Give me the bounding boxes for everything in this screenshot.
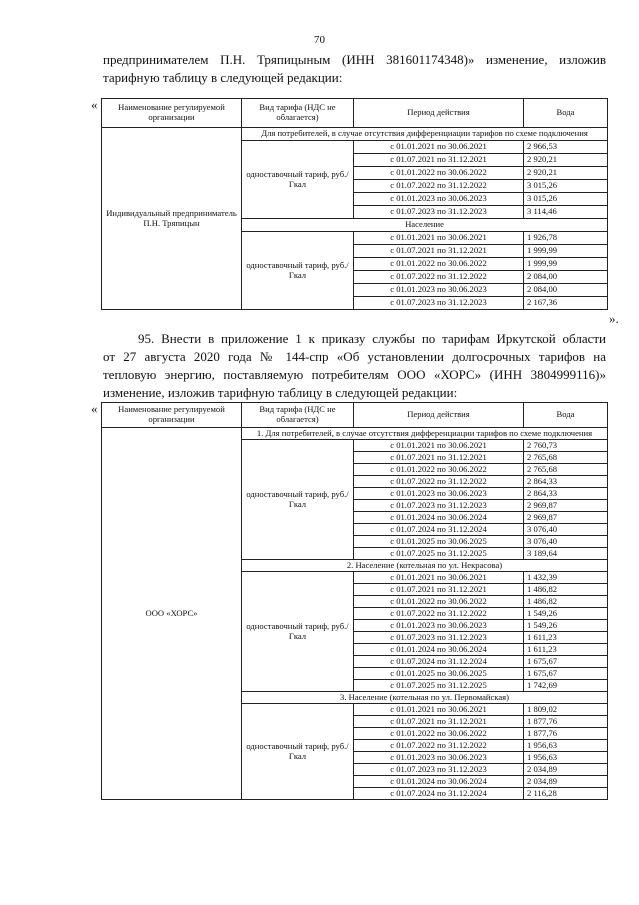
open-quote: « [91, 97, 98, 112]
period-cell: с 01.07.2025 по 31.12.2025 [354, 548, 524, 560]
period-cell: с 01.01.2021 по 30.06.2021 [354, 232, 524, 245]
period-cell: с 01.01.2023 по 30.06.2023 [354, 488, 524, 500]
value-cell: 1 999,99 [524, 245, 608, 258]
intro-line: тарифную таблицу в следующей редакции: [103, 70, 343, 85]
value-cell: 1 809,02 [524, 704, 608, 716]
tariff-table-2 [101, 402, 608, 800]
period-cell: с 01.07.2024 по 31.12.2024 [354, 788, 524, 800]
value-cell: 2 765,68 [524, 464, 608, 476]
period-cell: с 01.01.2021 по 30.06.2021 [354, 440, 524, 452]
value-cell: 2 084,00 [524, 271, 608, 284]
header-period: Период действия [354, 403, 524, 428]
tariff-kind: одноставочный тариф, руб./Гкал [242, 440, 354, 560]
period-cell: с 01.01.2024 по 30.06.2024 [354, 776, 524, 788]
period-cell: с 01.07.2022 по 31.12.2022 [354, 476, 524, 488]
period-cell: с 01.01.2025 по 30.06.2025 [354, 668, 524, 680]
period-cell: с 01.07.2021 по 31.12.2021 [354, 452, 524, 464]
period-cell: с 01.01.2025 по 30.06.2025 [354, 536, 524, 548]
header-water: Вода [524, 99, 608, 128]
period-cell: с 01.01.2024 по 30.06.2024 [354, 512, 524, 524]
page-number: 70 [314, 34, 325, 46]
period-cell: с 01.07.2023 по 31.12.2023 [354, 764, 524, 776]
period-cell: с 01.07.2024 по 31.12.2024 [354, 656, 524, 668]
period-cell: с 01.01.2021 по 30.06.2021 [354, 572, 524, 584]
period-cell: с 01.07.2022 по 31.12.2022 [354, 740, 524, 752]
section-header: 2. Население (котельная по ул. Некрасова) [242, 560, 608, 572]
value-cell: 1 956,63 [524, 752, 608, 764]
period-cell: с 01.01.2022 по 30.06.2022 [354, 464, 524, 476]
period-cell: с 01.07.2022 по 31.12.2022 [354, 608, 524, 620]
period-cell: с 01.07.2023 по 31.12.2023 [354, 206, 524, 219]
period-cell: с 01.07.2023 по 31.12.2023 [354, 297, 524, 310]
section-header: 3. Население (котельная по ул. Первомайская) [242, 692, 608, 704]
value-cell: 2 034,89 [524, 776, 608, 788]
value-cell: 2 765,68 [524, 452, 608, 464]
value-cell: 2 969,87 [524, 512, 608, 524]
period-cell: с 01.01.2023 по 30.06.2023 [354, 620, 524, 632]
header-org: Наименование регулируемой организации [102, 99, 242, 128]
intro-line: предпринимателем П.Н. Тряпицыным (ИНН 381601174348)» изменение, изложив [103, 52, 606, 67]
period-cell: с 01.01.2022 по 30.06.2022 [354, 596, 524, 608]
open-quote: « [91, 401, 98, 416]
item-95-line: изменение, изложив тарифную таблицу в следующей редакции: [103, 385, 458, 400]
value-cell: 1 999,99 [524, 258, 608, 271]
period-cell: с 01.07.2023 по 31.12.2023 [354, 500, 524, 512]
item-95-line: тепловую энергию, поставляемую потребителям ООО «ХОРС» (ИНН 3804999116)» [103, 367, 606, 382]
value-cell: 1 611,23 [524, 632, 608, 644]
value-cell: 3 076,40 [524, 536, 608, 548]
intro-paragraph [103, 51, 606, 87]
period-cell: с 01.07.2021 по 31.12.2021 [354, 154, 524, 167]
value-cell: 2 920,21 [524, 154, 608, 167]
value-cell: 3 015,26 [524, 193, 608, 206]
value-cell: 1 877,76 [524, 716, 608, 728]
header-kind: Вид тарифа (НДС не облагается) [242, 403, 354, 428]
value-cell: 2 116,28 [524, 788, 608, 800]
org-name: Индивидуальный предприниматель П.Н. Тряпицын [102, 128, 242, 310]
org-name: ООО «ХОРС» [102, 428, 242, 800]
tariff-kind: одноставочный тариф, руб./Гкал [242, 232, 354, 310]
value-cell: 1 432,39 [524, 572, 608, 584]
value-cell: 2 167,36 [524, 297, 608, 310]
period-cell: с 01.07.2023 по 31.12.2023 [354, 632, 524, 644]
period-cell: с 01.01.2022 по 30.06.2022 [354, 167, 524, 180]
value-cell: 2 920,21 [524, 167, 608, 180]
value-cell: 1 611,23 [524, 644, 608, 656]
period-cell: с 01.07.2022 по 31.12.2022 [354, 180, 524, 193]
tariff-kind: одноставочный тариф, руб./Гкал [242, 704, 354, 800]
tariff-kind: одноставочный тариф, руб./Гкал [242, 141, 354, 219]
value-cell: 1 486,82 [524, 596, 608, 608]
period-cell: с 01.01.2024 по 30.06.2024 [354, 644, 524, 656]
close-quote: ». [609, 311, 619, 326]
value-cell: 1 877,76 [524, 728, 608, 740]
period-cell: с 01.07.2021 по 31.12.2021 [354, 245, 524, 258]
period-cell: с 01.01.2022 по 30.06.2022 [354, 258, 524, 271]
value-cell: 3 015,26 [524, 180, 608, 193]
period-cell: с 01.01.2023 по 30.06.2023 [354, 752, 524, 764]
item-95-line: 95. Внести в приложение 1 к приказу службы по тарифам Иркутской области [138, 331, 606, 346]
value-cell: 2 966,53 [524, 141, 608, 154]
value-cell: 1 675,67 [524, 668, 608, 680]
period-cell: с 01.07.2021 по 31.12.2021 [354, 584, 524, 596]
period-cell: с 01.07.2024 по 31.12.2024 [354, 524, 524, 536]
value-cell: 3 114,46 [524, 206, 608, 219]
section-header: 1. Для потребителей, в случае отсутствия дифференциации тарифов по схеме подключения [242, 428, 608, 440]
section-header: Для потребителей, в случае отсутствия дифференциации тарифов по схеме подключения [242, 128, 608, 141]
period-cell: с 01.01.2021 по 30.06.2021 [354, 141, 524, 154]
value-cell: 2 084,00 [524, 284, 608, 297]
period-cell: с 01.01.2021 по 30.06.2021 [354, 704, 524, 716]
value-cell: 1 742,69 [524, 680, 608, 692]
value-cell: 2 034,89 [524, 764, 608, 776]
period-cell: с 01.01.2023 по 30.06.2023 [354, 193, 524, 206]
value-cell: 3 189,64 [524, 548, 608, 560]
header-org: Наименование регулируемой организации [102, 403, 242, 428]
value-cell: 1 956,63 [524, 740, 608, 752]
value-cell: 2 969,87 [524, 500, 608, 512]
tariff-table-1 [101, 98, 608, 310]
header-water: Вода [524, 403, 608, 428]
header-kind: Вид тарифа (НДС не облагается) [242, 99, 354, 128]
value-cell: 1 926,78 [524, 232, 608, 245]
period-cell: с 01.01.2022 по 30.06.2022 [354, 728, 524, 740]
value-cell: 1 675,67 [524, 656, 608, 668]
period-cell: с 01.07.2022 по 31.12.2022 [354, 271, 524, 284]
value-cell: 1 549,26 [524, 608, 608, 620]
period-cell: с 01.07.2021 по 31.12.2021 [354, 716, 524, 728]
value-cell: 1 549,26 [524, 620, 608, 632]
value-cell: 1 486,82 [524, 584, 608, 596]
value-cell: 2 864,33 [524, 476, 608, 488]
header-period: Период действия [354, 99, 524, 128]
item-95-paragraph [103, 330, 606, 402]
section-header: Население [242, 219, 608, 232]
tariff-kind: одноставочный тариф, руб./Гкал [242, 572, 354, 692]
period-cell: с 01.07.2025 по 31.12.2025 [354, 680, 524, 692]
value-cell: 2 760,73 [524, 440, 608, 452]
item-95-line: от 27 августа 2020 года № 144-спр «Об установлении долгосрочных тарифов на [103, 349, 606, 364]
period-cell: с 01.01.2023 по 30.06.2023 [354, 284, 524, 297]
value-cell: 3 076,40 [524, 524, 608, 536]
value-cell: 2 864,33 [524, 488, 608, 500]
